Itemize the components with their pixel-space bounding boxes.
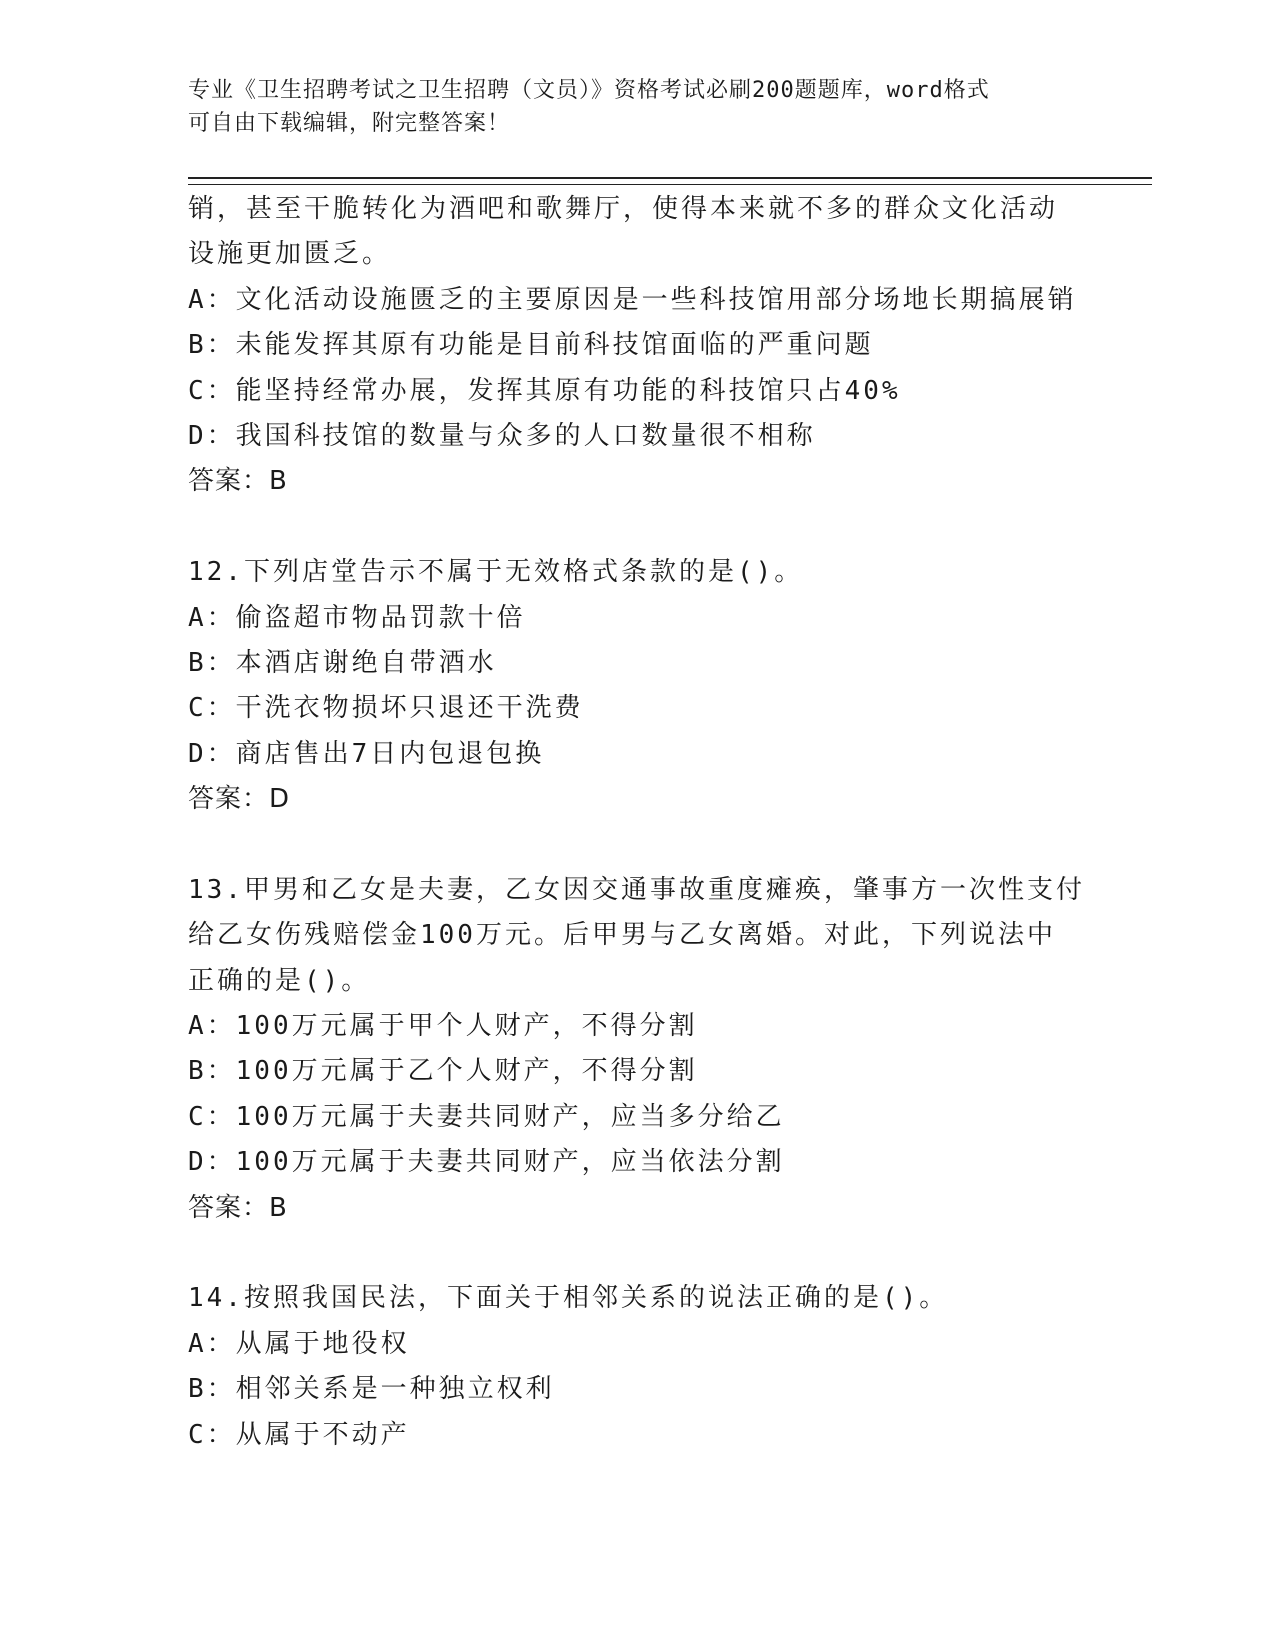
question-block-12 — [188, 550, 1088, 822]
question-text-line: 13.甲男和乙女是夫妻，乙女因交通事故重度瘫痪，肇事方一次性支付 — [188, 874, 1085, 905]
option-a: A：文化活动设施匮乏的主要原因是一些科技馆用部分场地长期搞展销 — [188, 284, 1077, 315]
option-b: B：本酒店谢绝自带酒水 — [188, 647, 497, 678]
spacer — [188, 822, 1088, 867]
answer-line: 答案：B — [188, 466, 288, 497]
option-d: D：商店售出7日内包退包换 — [188, 738, 545, 769]
question-block-13 — [188, 868, 1088, 1231]
header-line-2: 可自由下载编辑，附完整答案！ — [188, 111, 511, 136]
option-b: B：未能发挥其原有功能是目前科技馆面临的严重问题 — [188, 330, 874, 361]
option-a: A：偷盗超市物品罚款十倍 — [188, 602, 526, 633]
option-c: C：干洗衣物损坏只退还干洗费 — [188, 693, 584, 724]
option-d: D：100万元属于夫妻共同财产，应当依法分割 — [188, 1147, 785, 1178]
option-c: C：100万元属于夫妻共同财产，应当多分给乙 — [188, 1101, 785, 1132]
document-header — [188, 74, 1088, 140]
question-text-line: 12.下列店堂告示不属于无效格式条款的是()。 — [188, 557, 804, 588]
question-block-14 — [188, 1276, 1088, 1458]
answer-line: 答案：D — [188, 784, 291, 815]
spacer — [188, 1231, 1088, 1276]
option-b: B：100万元属于乙个人财产，不得分割 — [188, 1056, 698, 1087]
question-list — [188, 187, 1088, 1458]
question-text-line: 设施更加匮乏。 — [188, 239, 392, 270]
answer-line: 答案：B — [188, 1192, 288, 1223]
option-a: A：100万元属于甲个人财产，不得分割 — [188, 1011, 698, 1042]
spacer — [188, 505, 1088, 550]
question-text-line: 正确的是()。 — [188, 965, 371, 996]
question-block-continued — [188, 187, 1088, 505]
option-b: B：相邻关系是一种独立权利 — [188, 1374, 555, 1405]
question-text-line: 14.按照我国民法，下面关于相邻关系的说法正确的是()。 — [188, 1283, 949, 1314]
option-c: C：从属于不动产 — [188, 1419, 410, 1450]
header-line-1: 专业《卫生招聘考试之卫生招聘（文员）》资格考试必刷200题题库，word格式 — [188, 78, 990, 103]
option-d: D：我国科技馆的数量与众多的人口数量很不相称 — [188, 420, 816, 451]
header-divider — [188, 177, 1152, 185]
question-text-line: 给乙女伤残赔偿金100万元。后甲男与乙女离婚。对此，下列说法中 — [188, 920, 1056, 951]
option-c: C：能坚持经常办展，发挥其原有功能的科技馆只占40% — [188, 375, 901, 406]
option-a: A：从属于地役权 — [188, 1328, 410, 1359]
question-text-line: 销，甚至干脆转化为酒吧和歌舞厅，使得本来就不多的群众文化活动 — [188, 194, 1059, 224]
